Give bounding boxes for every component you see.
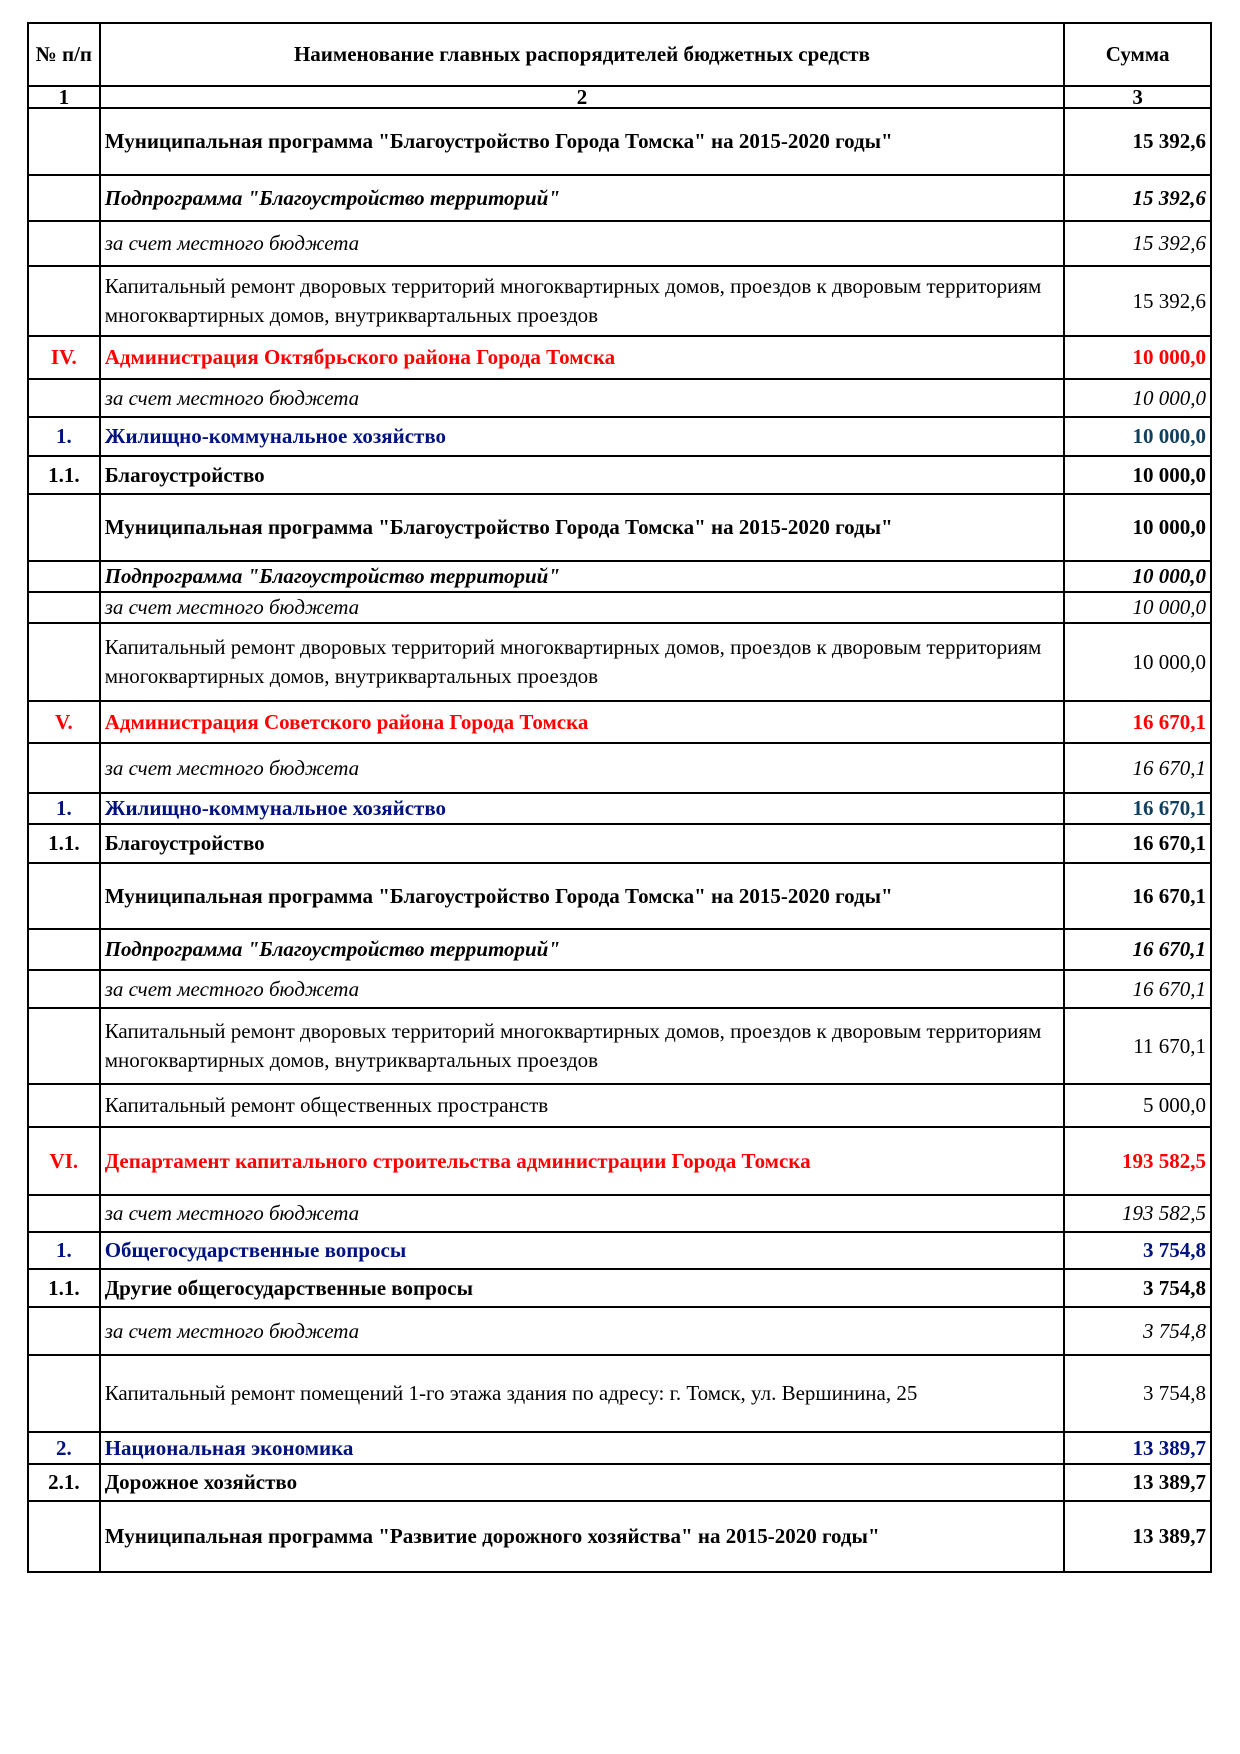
- table-row: [28, 266, 1211, 336]
- row-name: Благоустройство: [100, 456, 1065, 494]
- table-row: [28, 494, 1211, 561]
- row-sum: 13 389,7: [1064, 1464, 1211, 1501]
- row-sum: 10 000,0: [1064, 456, 1211, 494]
- row-num: 1.1.: [28, 1269, 100, 1307]
- row-sum: 16 670,1: [1064, 824, 1211, 863]
- row-num: [28, 863, 100, 929]
- row-name: Подпрограмма "Благоустройство территорий": [100, 561, 1065, 592]
- row-num: [28, 221, 100, 266]
- row-sum: 3 754,8: [1064, 1269, 1211, 1307]
- table-row: [28, 1307, 1211, 1355]
- row-name: Департамент капитального строительства администрации Города Томска: [100, 1127, 1065, 1195]
- row-num: [28, 1008, 100, 1084]
- row-name: Муниципальная программа "Развитие дорожного хозяйства" на 2015-2020 годы": [100, 1501, 1065, 1572]
- table-row: [28, 561, 1211, 592]
- column-number-row: [28, 86, 1211, 108]
- table-row: [28, 456, 1211, 494]
- row-num: [28, 743, 100, 793]
- row-name: за счет местного бюджета: [100, 1195, 1065, 1232]
- row-sum: 16 670,1: [1064, 743, 1211, 793]
- row-name: за счет местного бюджета: [100, 1307, 1065, 1355]
- row-name: Жилищно-коммунальное хозяйство: [100, 417, 1065, 456]
- row-sum: 193 582,5: [1064, 1127, 1211, 1195]
- row-sum: 10 000,0: [1064, 494, 1211, 561]
- row-name: Подпрограмма "Благоустройство территорий": [100, 929, 1065, 970]
- row-num: 1.1.: [28, 824, 100, 863]
- column-number: 3: [1064, 86, 1211, 108]
- row-name: Подпрограмма "Благоустройство территорий": [100, 175, 1065, 221]
- table-row: [28, 336, 1211, 379]
- table-row: [28, 623, 1211, 701]
- row-sum: 16 670,1: [1064, 929, 1211, 970]
- row-num: [28, 1501, 100, 1572]
- row-num: [28, 929, 100, 970]
- row-num: 2.1.: [28, 1464, 100, 1501]
- table-row: [28, 1464, 1211, 1501]
- row-sum: 15 392,6: [1064, 221, 1211, 266]
- row-name: Муниципальная программа "Благоустройство Города Томска" на 2015-2020 годы": [100, 494, 1065, 561]
- table-row: [28, 175, 1211, 221]
- table-row: [28, 1127, 1211, 1195]
- table-row: [28, 1432, 1211, 1464]
- row-sum: 193 582,5: [1064, 1195, 1211, 1232]
- row-sum: 3 754,8: [1064, 1307, 1211, 1355]
- table-row: [28, 970, 1211, 1008]
- row-sum: 16 670,1: [1064, 793, 1211, 824]
- table-row: [28, 379, 1211, 417]
- row-sum: 3 754,8: [1064, 1355, 1211, 1432]
- row-num: [28, 494, 100, 561]
- table-row: [28, 417, 1211, 456]
- table-row: [28, 592, 1211, 623]
- row-num: [28, 970, 100, 1008]
- row-sum: 13 389,7: [1064, 1501, 1211, 1572]
- row-num: [28, 561, 100, 592]
- row-num: 1.: [28, 417, 100, 456]
- row-name: за счет местного бюджета: [100, 221, 1065, 266]
- row-num: 2.: [28, 1432, 100, 1464]
- row-num: 1.1.: [28, 456, 100, 494]
- row-name: за счет местного бюджета: [100, 970, 1065, 1008]
- row-num: [28, 1355, 100, 1432]
- row-name: Капитальный ремонт дворовых территорий многоквартирных домов, проездов к дворовым территориям многоквартирных домов, внутриквартальных проездов: [100, 266, 1065, 336]
- table-row: [28, 221, 1211, 266]
- row-name: за счет местного бюджета: [100, 743, 1065, 793]
- table-row: [28, 1008, 1211, 1084]
- header-sum: Сумма: [1064, 23, 1211, 86]
- table-row: [28, 1355, 1211, 1432]
- row-name: Капитальный ремонт помещений 1-го этажа здания по адресу: г. Томск, ул. Вершинина, 25: [100, 1355, 1065, 1432]
- row-num: [28, 592, 100, 623]
- row-num: [28, 108, 100, 175]
- row-num: V.: [28, 701, 100, 743]
- table-row: [28, 1501, 1211, 1572]
- row-name: за счет местного бюджета: [100, 592, 1065, 623]
- row-num: IV.: [28, 336, 100, 379]
- row-name: Капитальный ремонт общественных пространств: [100, 1084, 1065, 1127]
- table-header-row: [28, 23, 1211, 86]
- row-name: Муниципальная программа "Благоустройство Города Томска" на 2015-2020 годы": [100, 108, 1065, 175]
- row-name: Администрация Октябрьского района Города Томска: [100, 336, 1065, 379]
- row-sum: 13 389,7: [1064, 1432, 1211, 1464]
- row-sum: 15 392,6: [1064, 175, 1211, 221]
- row-sum: 10 000,0: [1064, 561, 1211, 592]
- row-name: Национальная экономика: [100, 1432, 1065, 1464]
- budget-table: [27, 22, 1212, 1573]
- row-sum: 10 000,0: [1064, 623, 1211, 701]
- table-row: [28, 1232, 1211, 1269]
- table-row: [28, 701, 1211, 743]
- row-num: [28, 1084, 100, 1127]
- row-sum: 10 000,0: [1064, 379, 1211, 417]
- row-sum: 16 670,1: [1064, 970, 1211, 1008]
- row-num: 1.: [28, 1232, 100, 1269]
- row-sum: 3 754,8: [1064, 1232, 1211, 1269]
- row-num: VI.: [28, 1127, 100, 1195]
- column-number: 2: [100, 86, 1065, 108]
- row-sum: 15 392,6: [1064, 266, 1211, 336]
- row-name: Дорожное хозяйство: [100, 1464, 1065, 1501]
- row-name: Муниципальная программа "Благоустройство Города Томска" на 2015-2020 годы": [100, 863, 1065, 929]
- table-row: [28, 824, 1211, 863]
- row-sum: 5 000,0: [1064, 1084, 1211, 1127]
- table-row: [28, 1269, 1211, 1307]
- row-sum: 10 000,0: [1064, 417, 1211, 456]
- row-num: [28, 623, 100, 701]
- row-num: [28, 379, 100, 417]
- row-name: Капитальный ремонт дворовых территорий многоквартирных домов, проездов к дворовым территориям многоквартирных домов, внутриквартальных проездов: [100, 1008, 1065, 1084]
- row-num: 1.: [28, 793, 100, 824]
- row-sum: 15 392,6: [1064, 108, 1211, 175]
- row-name: Администрация Советского района Города Томска: [100, 701, 1065, 743]
- row-num: [28, 266, 100, 336]
- row-sum: 16 670,1: [1064, 863, 1211, 929]
- row-name: Благоустройство: [100, 824, 1065, 863]
- table-row: [28, 743, 1211, 793]
- row-name: Общегосударственные вопросы: [100, 1232, 1065, 1269]
- column-number: 1: [28, 86, 100, 108]
- table-row: [28, 793, 1211, 824]
- table-row: [28, 108, 1211, 175]
- header-name: Наименование главных распорядителей бюджетных средств: [100, 23, 1065, 86]
- row-name: за счет местного бюджета: [100, 379, 1065, 417]
- table-row: [28, 1084, 1211, 1127]
- row-name: Жилищно-коммунальное хозяйство: [100, 793, 1065, 824]
- row-sum: 10 000,0: [1064, 592, 1211, 623]
- table-row: [28, 1195, 1211, 1232]
- row-num: [28, 1307, 100, 1355]
- table-row: [28, 863, 1211, 929]
- header-num: № п/п: [28, 23, 100, 86]
- row-name: Другие общегосударственные вопросы: [100, 1269, 1065, 1307]
- row-name: Капитальный ремонт дворовых территорий многоквартирных домов, проездов к дворовым территориям многоквартирных домов, внутриквартальных проездов: [100, 623, 1065, 701]
- row-sum: 10 000,0: [1064, 336, 1211, 379]
- row-sum: 16 670,1: [1064, 701, 1211, 743]
- row-sum: 11 670,1: [1064, 1008, 1211, 1084]
- row-num: [28, 1195, 100, 1232]
- table-row: [28, 929, 1211, 970]
- row-num: [28, 175, 100, 221]
